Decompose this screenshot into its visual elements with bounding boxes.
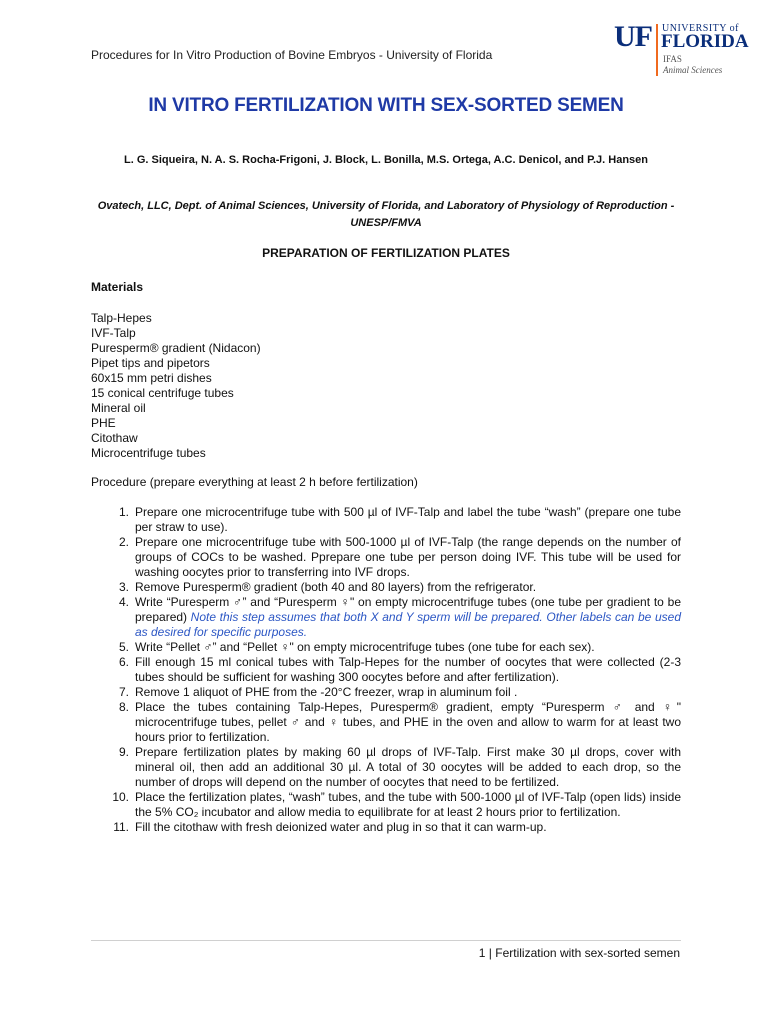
list-item: 60x15 mm petri dishes	[91, 371, 212, 385]
logo-ifas: IFAS	[663, 54, 682, 64]
procedure-step	[91, 685, 681, 700]
footer-divider	[91, 940, 681, 941]
section-title: PREPARATION OF FERTILIZATION PLATES	[262, 246, 510, 260]
step-number: 11.	[113, 820, 129, 834]
procedure-step	[91, 535, 681, 580]
step-note: Note this step assumes that both X and Y sperm will be prepared. Other labels can be used as desired for specific purposes.	[135, 610, 681, 639]
running-header: Procedures for In Vitro Production of Bovine Embryos - University of Florida	[91, 48, 493, 62]
list-item: 15 conical centrifuge tubes	[91, 386, 234, 400]
procedure-step	[91, 790, 681, 820]
procedure-step	[91, 505, 681, 535]
step-text: Fill the citothaw with fresh deionized water and plug in so that it can warm-up.	[135, 820, 547, 834]
step-text: Place the tubes containing Talp-Hepes, Puresperm® gradient, empty “Puresperm ♂ and ♀" microcentrifuge tubes, pellet ♂ and ♀ tubes, and PHE in the oven and allow to warm for at least two hours prior to fertilization.	[135, 700, 681, 744]
list-item: Talp-Hepes	[91, 311, 152, 325]
list-item: Mineral oil	[91, 401, 146, 415]
document-title: IN VITRO FERTILIZATION WITH SEX-SORTED SEMEN	[148, 95, 624, 116]
step-number: 7.	[118, 685, 129, 699]
list-item: IVF-Talp	[91, 326, 136, 340]
step-number: 4.	[118, 595, 129, 609]
procedure-intro: Procedure (prepare everything at least 2 h before fertilization)	[91, 475, 418, 489]
step-number: 6.	[118, 655, 129, 669]
logo-animal-sciences: Animal Sciences	[663, 65, 723, 75]
step-text: Prepare one microcentrifuge tube with 500 µl of IVF-Talp and label the tube “wash” (prepare one tube per straw to use).	[135, 505, 681, 534]
logo-florida: FLORIDA	[661, 31, 749, 52]
list-item: Citothaw	[91, 431, 138, 445]
step-number: 10.	[112, 790, 129, 804]
step-text: Write “Pellet ♂” and “Pellet ♀" on empty microcentrifuge tubes (one tube for each sex).	[135, 640, 595, 654]
logo-university-of: UNIVERSITY of	[662, 23, 739, 34]
list-item: Puresperm® gradient (Nidacon)	[91, 341, 261, 355]
materials-list	[91, 311, 261, 461]
step-text: Write “Puresperm ♂” and “Puresperm ♀" on empty microcentrifuge tubes (one tube per gradient to be prepared)	[135, 595, 681, 624]
logo-divider	[656, 24, 658, 76]
step-number: 8.	[118, 700, 129, 714]
procedure-step	[91, 640, 681, 655]
page-footer: 1 | Fertilization with sex-sorted semen	[478, 946, 680, 960]
affiliation: Ovatech, LLC, Dept. of Animal Sciences, University of Florida, and Laboratory of Physiology of Reproduction - UNESP/FMVA	[97, 200, 675, 229]
step-text: Prepare one microcentrifuge tube with 500-1000 µl of IVF-Talp (the range depends on the number of groups of COCs to be washed. Pprepare one tube per person doing IVF. This tube will be used for washing oocytes prior to transferring into IVF drops.	[135, 535, 681, 579]
list-item: Microcentrifuge tubes	[91, 446, 206, 460]
step-text: Prepare fertilization plates by making 60 µl drops of IVF-Talp. First make 30 µl drops, cover with mineral oil, then add an additional 30 µl. A total of 30 oocytes will be added to each drop, so the number of drops will depend on the number of oocytes that need to be fertilized.	[135, 745, 681, 789]
procedure-step	[91, 655, 681, 685]
procedure-step	[91, 820, 681, 835]
step-text: Place the fertilization plates, “wash” tubes, and the tube with 500-1000 µl of IVF-Talp (open lids) inside the 5% CO₂ incubator and allow media to equilibrate for at least 2 hours prior to fertilization.	[135, 790, 681, 819]
step-number: 9.	[118, 745, 129, 759]
procedure-steps	[91, 505, 681, 835]
step-number: 1.	[118, 505, 129, 519]
procedure-step	[91, 700, 681, 745]
authors: L. G. Siqueira, N. A. S. Rocha-Frigoni, J. Block, L. Bonilla, M.S. Ortega, A.C. Denicol, and P.J. Hansen	[123, 154, 649, 166]
procedure-step	[91, 580, 681, 595]
materials-heading: Materials	[91, 280, 144, 294]
step-text: Fill enough 15 ml conical tubes with Talp-Hepes for the number of oocytes that were collected (2-3 tubes should be sufficient for washing 300 oocytes before and after fertilization).	[135, 655, 681, 684]
step-text: Remove 1 aliquot of PHE from the -20°C freezer, wrap in aluminum foil .	[135, 685, 518, 699]
step-number: 5.	[118, 640, 129, 654]
list-item: PHE	[91, 416, 116, 430]
procedure-step	[91, 745, 681, 790]
logo-uf-mark: UF	[614, 20, 652, 53]
step-text: Remove Puresperm® gradient (both 40 and 80 layers) from the refrigerator.	[135, 580, 537, 594]
procedure-step	[91, 595, 681, 640]
uf-ifas-logo	[612, 20, 749, 81]
list-item: Pipet tips and pipetors	[91, 356, 210, 370]
step-number: 3.	[118, 580, 129, 594]
step-number: 2.	[118, 535, 129, 549]
